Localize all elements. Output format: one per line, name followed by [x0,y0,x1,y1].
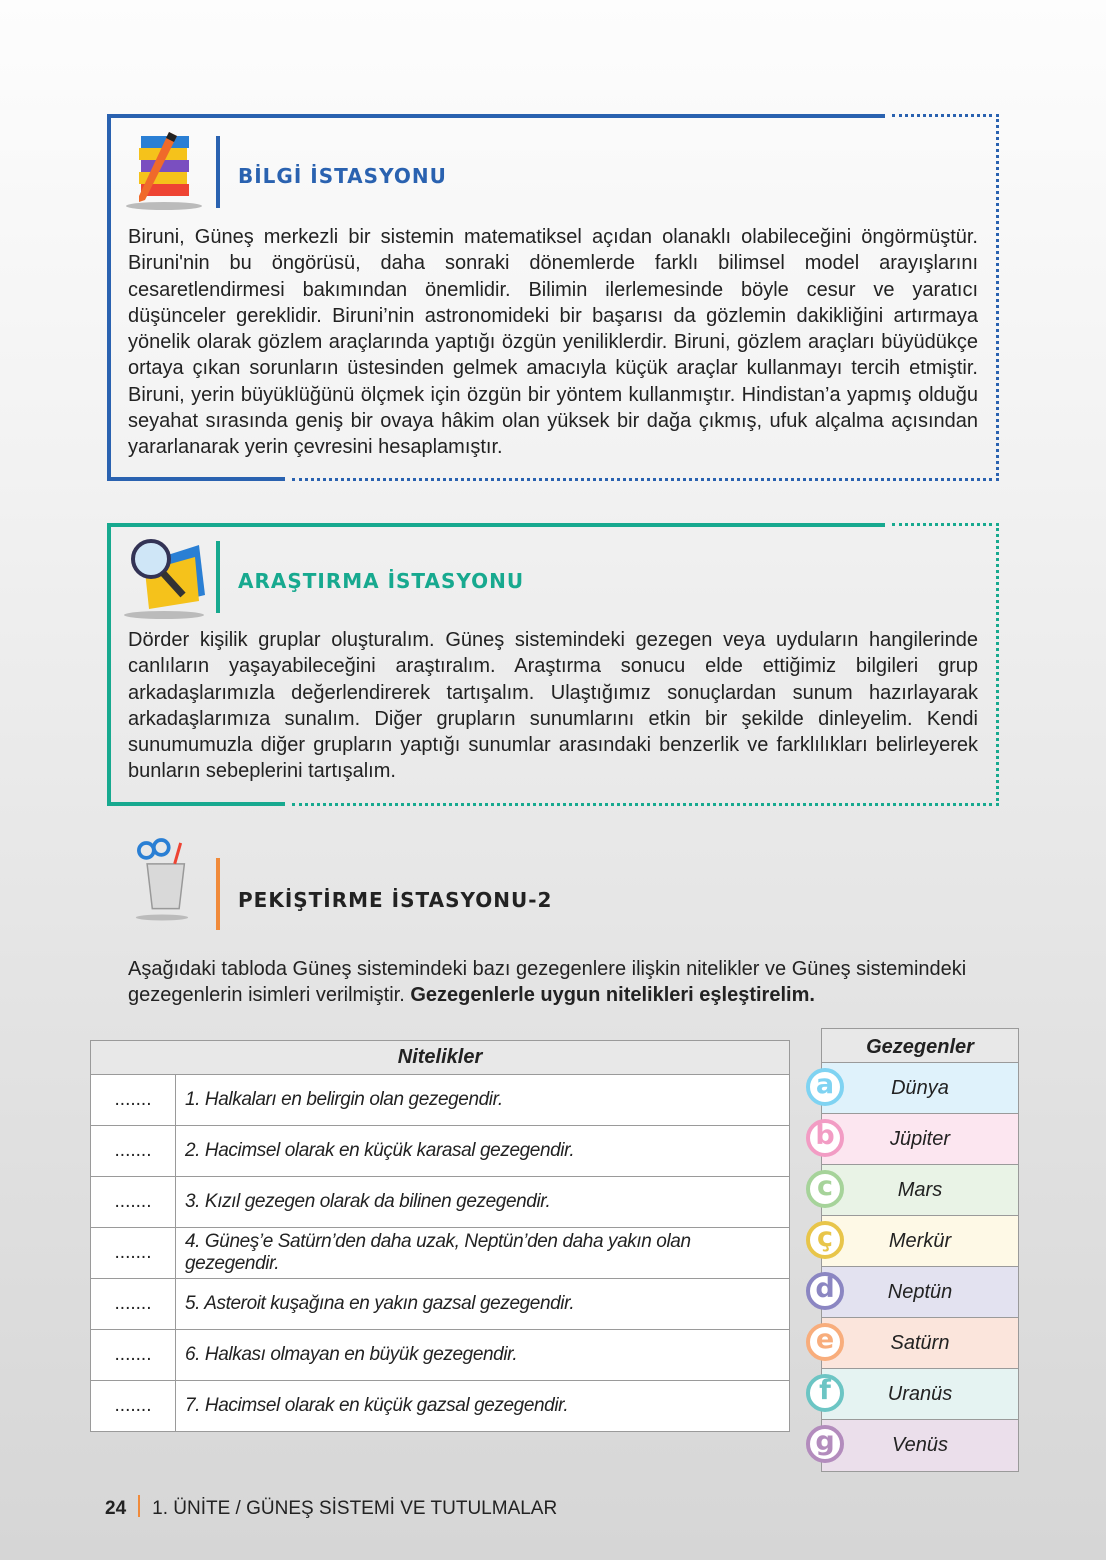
gezegen-letter-badge: c [806,1170,844,1208]
gezegen-row: Venüs [822,1420,1018,1471]
nitelik-row [91,1075,790,1126]
answer-blank[interactable]: ....... [91,1126,176,1177]
magnifier-folders-icon [119,531,209,619]
nitelikler-table [90,1040,790,1432]
books-pencil-icon [119,124,209,212]
pekistirme-istasyonu-header [107,830,999,960]
answer-blank[interactable]: ....... [91,1177,176,1228]
gezegen-letter-badge: a [806,1068,844,1106]
nitelik-row [91,1330,790,1381]
nitelik-text: 1. Halkaları en belirgin olan gezegendir. [176,1075,790,1126]
gezegen-letter-badge: ç [806,1221,844,1259]
nitelik-row [91,1381,790,1432]
answer-blank[interactable]: ....... [91,1228,176,1279]
gezegen-row: Merkür [822,1216,1018,1267]
gezegen-row: Jüpiter [822,1114,1018,1165]
gezegen-letter-badge: b [806,1119,844,1157]
gezegenler-table [821,1028,1019,1472]
nitelik-row [91,1126,790,1177]
nitelik-text: 5. Asteroit kuşağına en yakın gazsal gezegendir. [176,1279,790,1330]
gezegen-letter-badge: f [806,1374,844,1412]
nitelikler-header: Nitelikler [91,1041,790,1075]
nitelik-row [91,1228,790,1279]
pencil-cup-icon [117,834,207,922]
nitelik-text: 6. Halkası olmayan en büyük gezegendir. [176,1330,790,1381]
nitelik-text: 4. Güneş’e Satürn’den daha uzak, Neptün’den daha yakın olan gezegendir. [176,1228,790,1279]
nitelik-text: 7. Hacimsel olarak en küçük gazsal gezegendir. [176,1381,790,1432]
answer-blank[interactable]: ....... [91,1279,176,1330]
nitelik-text: 3. Kızıl gezegen olarak da bilinen gezegendir. [176,1177,790,1228]
gezegen-row: Dünya [822,1063,1018,1114]
gezegen-row: Satürn [822,1318,1018,1369]
pekistirme-intro [128,956,978,1009]
bilgi-istasyonu-title: BİLGİ İSTASYONU [238,164,447,188]
bilgi-istasyonu-box [107,114,999,481]
intro-text: Aşağıdaki tabloda Güneş sistemindeki bazı gezegenlere ilişkin nitelikler ve Güneş sistemindeki gezegenlerin isimleri verilmiştir. [128,958,967,1007]
gezegenler-header: Gezegenler [822,1029,1018,1063]
gezegen-letter-badge: g [806,1425,844,1463]
page-footer [105,1495,557,1520]
arastirma-istasyonu-text: Dörder kişilik gruplar oluşturalım. Güneş sistemindeki gezegen veya uyduların hangilerinde canlıların yaşayabileceğini araştıralım. Araştırma sonucu elde ettiğimiz bilgileri grup arkadaşlarımızla değerlendirerek tartışalım. Ulaştığımız sonuçlardan sunum hazırlayarak arkadaşlarımıza sunalım. Diğer grupların sunumlarını etkin bir şekilde dinleyelim. Kendi sunumumuzla diğer grupların yaptığı sunumlar arasındaki benzerlik ve farklılıkları belirleyerek bunların sebeplerini tartışalım. [128,629,978,783]
gezegen-row: Uranüs [822,1369,1018,1420]
nitelik-text: 2. Hacimsel olarak en küçük karasal gezegendir. [176,1126,790,1177]
page-number: 24 [105,1498,127,1519]
gezegen-row: Mars [822,1165,1018,1216]
gezegen-row: Neptün [822,1267,1018,1318]
gezegen-letter-badge: e [806,1323,844,1361]
nitelik-row [91,1279,790,1330]
arastirma-istasyonu-box [107,523,999,806]
answer-blank[interactable]: ....... [91,1330,176,1381]
arastirma-istasyonu-title: ARAŞTIRMA İSTASYONU [238,569,525,593]
gezegen-letter-badge: d [806,1272,844,1310]
bilgi-istasyonu-text: Biruni, Güneş merkezli bir sistemin matematiksel açıdan olanaklı olabileceğini öngörmüştür. Biruni'nin bu öngörüsü, daha sonraki dönemlerde farklı bilimsel model arayışlarını cesaretlendirmesi bakımından önemlidir. Bilimin ilerlemesinde böyle cesur ve yaratıcı düşünceler gereklidir. Biruni’nin astronomideki bir başarısı da gözlemin dakikliğini artırmaya yönelik olarak gözlem araçlarında yaptığı özgün yeniliklerdir. Biruni, gözlem araçları büyüdükçe ortaya çıkan sorunların üstesinden gelmek amacıyla küçük araçlar kullanmayı tercih etmiştir. Biruni, yerin büyüklüğünü ölçmek için özgün bir yöntem kullanmıştır. Hindistan’a yapmış olduğu seyahat sırasında geniş bir ovaya hâkim olan yüksek bir dağa çıkmış, ufuk alçalma açısından yararlanarak yerin çevresini hesaplamıştır. [128,226,978,459]
footer-unit-title: 1. ÜNİTE / GÜNEŞ SİSTEMİ VE TUTULMALAR [152,1498,558,1519]
answer-blank[interactable]: ....... [91,1075,176,1126]
intro-instruction: Gezegenlerle uygun nitelikleri eşleştirelim. [410,984,815,1007]
pekistirme-istasyonu-title: PEKİŞTİRME İSTASYONU-2 [238,888,553,912]
nitelik-row [91,1177,790,1228]
answer-blank[interactable]: ....... [91,1381,176,1432]
